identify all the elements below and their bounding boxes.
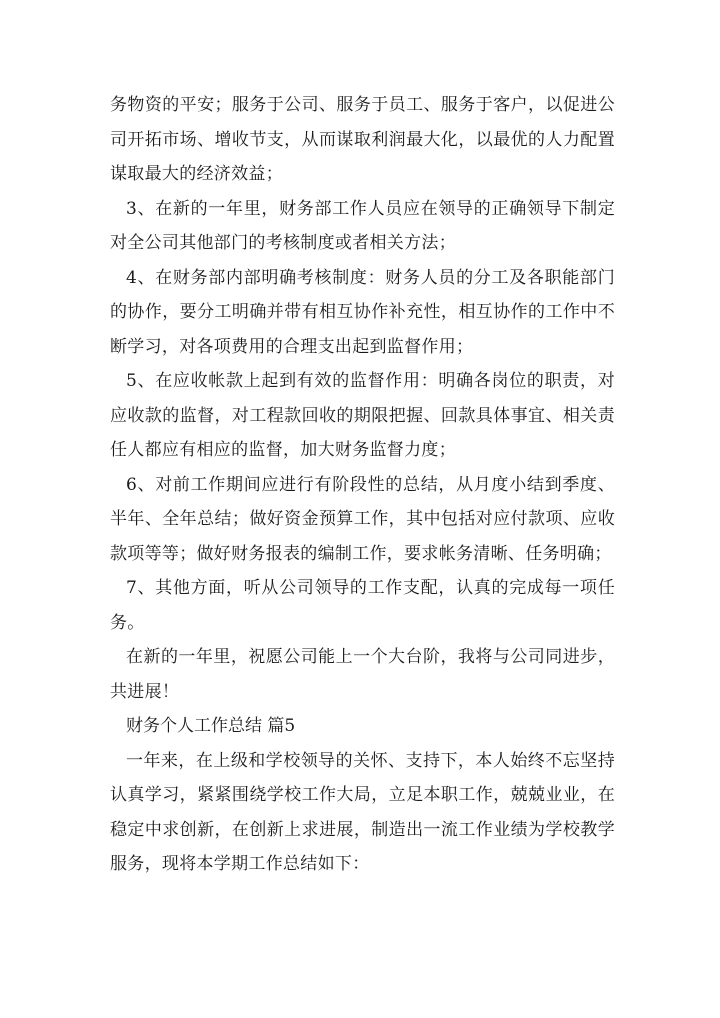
paragraph-item-7: 7、其他方面，听从公司领导的工作支配，认真的完成每一项任务。: [110, 578, 615, 633]
paragraph-continuation: 务物资的平安；服务于公司、服务于员工、服务于客户，以促进公司开拓市场、增收节支，从而谋取利润最大化，以最优的人力配置谋取最大的经济效益；: [110, 95, 615, 184]
paragraph-item-4: 4、在财务部内部明确考核制度：财务人员的分工及各职能部门的协作，要分工明确并带有相互协作补充性，相互协作的工作中不断学习，对各项费用的合理支出起到监督作用；: [110, 267, 615, 357]
document-body: [110, 88, 615, 882]
paragraph-item-6: 6、对前工作期间应进行有阶段性的总结，从月度小结到季度、半年、全年总结；做好资金预算工作，其中包括对应付款项、应收款项等等；做好财务报表的编制工作，要求帐务清晰、任务明确；: [110, 474, 615, 564]
paragraph-closing: 在新的一年里，祝愿公司能上一个大台阶，我将与公司同进步，共进展！: [110, 647, 615, 702]
paragraph-item-5: 5、在应收帐款上起到有效的监督作用：明确各岗位的职责，对应收款的监督，对工程款回收的期限把握、回款具体事宜、相关责任人都应有相应的监督，加大财务监督力度；: [110, 371, 615, 460]
section-intro-paragraph: 一年来，在上级和学校领导的关怀、支持下，本人始终不忘坚持认真学习，紧紧围绕学校工作大局，立足本职工作，兢兢业业，在稳定中求创新，在创新上求进展，制造出一流工作业绩为学校教学服务，现将本学期工作总结如下：: [110, 750, 615, 874]
section-heading: 财务个人工作总结 篇5: [126, 716, 296, 736]
paragraph-item-3: 3、在新的一年里，财务部工作人员应在领导的正确领导下制定对全公司其他部门的考核制度或者相关方法；: [110, 198, 615, 253]
